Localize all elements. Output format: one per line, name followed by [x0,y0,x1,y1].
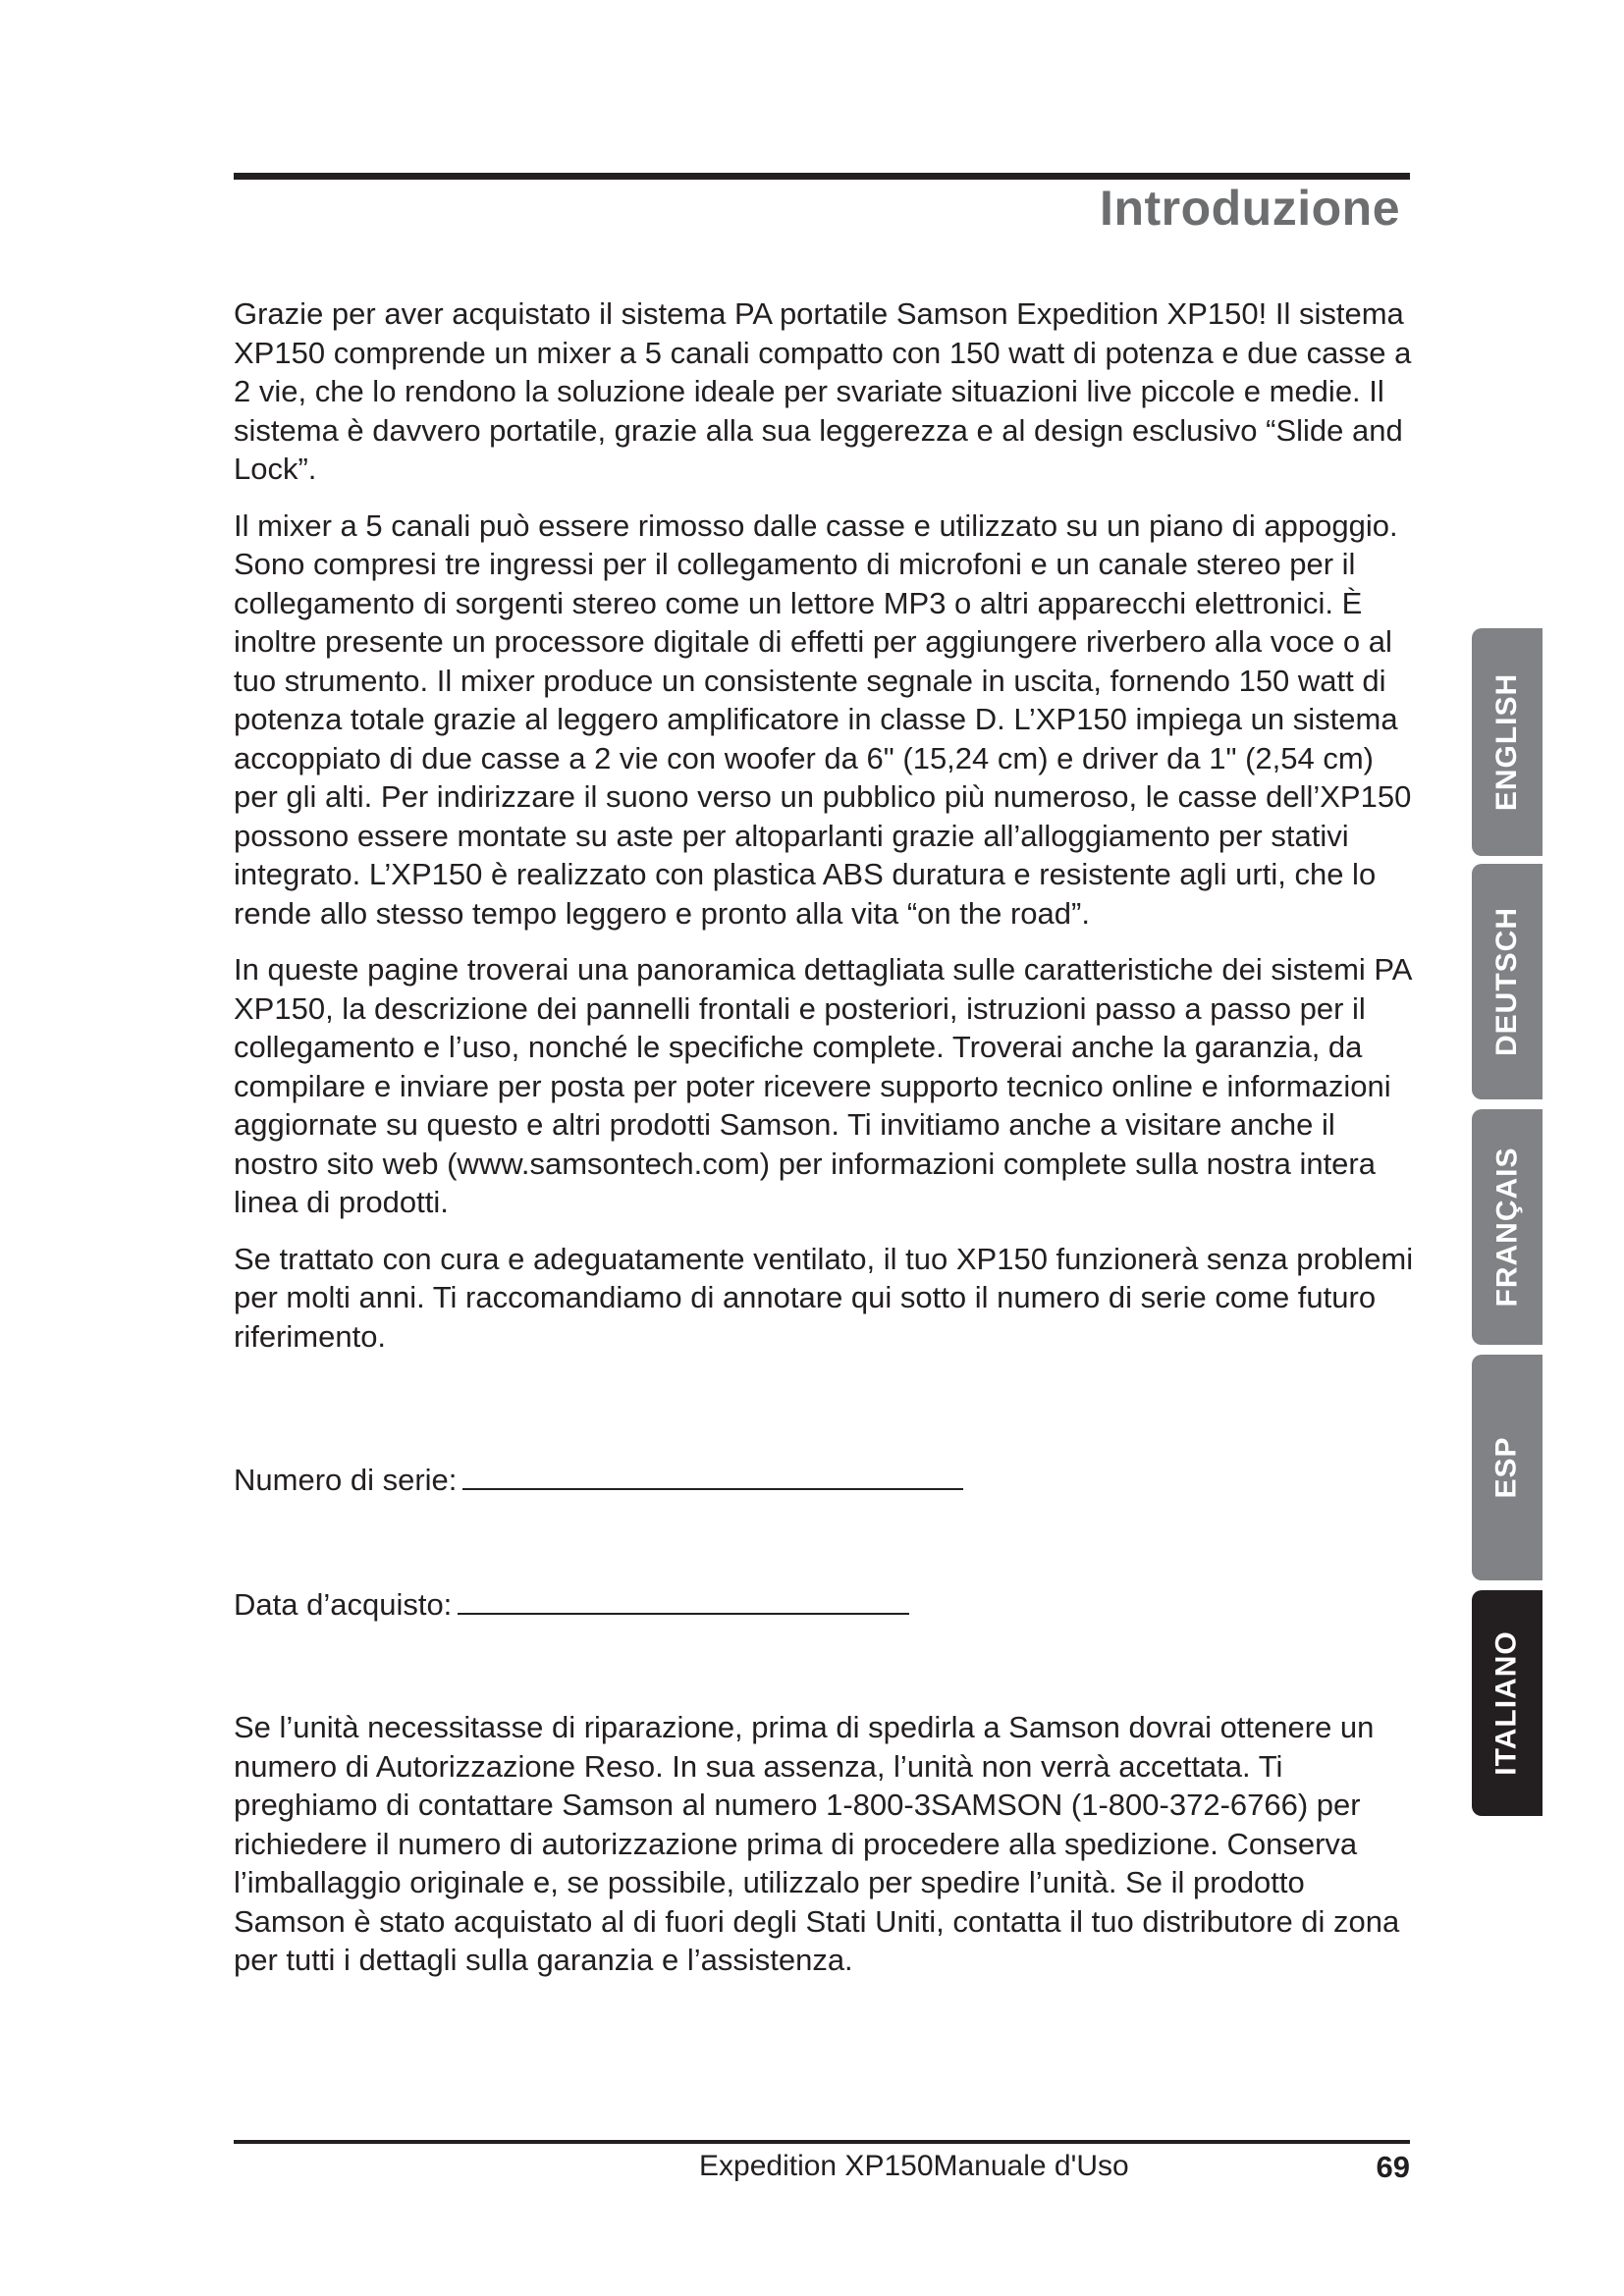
page-number: 69 [1376,2150,1410,2184]
serial-number-blank [462,1461,963,1490]
purchase-date-label: Data d’acquisto: [234,1587,453,1622]
paragraph: Grazie per aver acquistato il sistema PA portatile Samson Expedition XP150! Il sistema XP150 comprende un mixer a 5 canali compatto con 150 watt di potenza e due casse a 2 vie, che lo rendono la soluzione ideale per svariate situazioni live piccole e medie. Il sistema è davvero portatile, grazie alla sua leggerezza e al design esclusivo “Slide and Lock”. [234,296,1412,486]
tab-francais[interactable] [1472,1109,1543,1345]
tab-english[interactable] [1472,628,1543,856]
tab-label: ENGLISH [1490,672,1524,812]
paragraph: Il mixer a 5 canali può essere rimosso dalle casse e utilizzato su un piano di appoggio. Sono compresi tre ingressi per il collegamento di microfoni e un canale stereo per il collegamento di sorgenti stereo come un lettore MP3 o altri apparecchi elettronici. È inoltre presente un processore digitale di effetti per aggiungere riverbero alla voce o al tuo strumento. Il mixer produce un consistente segnale in uscita, fornendo 150 watt di potenza totale grazie al leggero amplificatore in classe D. L’XP150 impiega un sistema accoppiato di due casse a 2 vie con woofer da 6" (15,24 cm) e driver da 1" (2,54 cm) per gli alti. Per indirizzare il suono verso un pubblico più numeroso, le casse dell’XP150 possono essere montate su aste per altoparlanti grazie all’alloggiamento per stativi integrato. L’XP150 è realizzato con plastica ABS duratura e resistente agli urti, che lo rende allo stesso tempo leggero e pronto alla vita “on the road”. [234,507,1412,931]
tab-italiano[interactable] [1472,1590,1543,1816]
page-title: Introduzione [1100,181,1400,236]
tab-label: DEUTSCH [1490,906,1524,1057]
top-rule [234,173,1410,180]
tab-label: ITALIANO [1490,1630,1523,1776]
purchase-date-blank [458,1585,909,1615]
purchase-date-field [234,1585,909,1623]
repair-paragraph: Se l’unità necessitasse di riparazione, prima di spedirla a Samson dovrai ottenere un numero di Autorizzazione Reso. In sua assenza, l’unità non verrà accettata. Ti preghiamo di contattare Samson al numero 1-800-3SAMSON (1-800-372-6766) per richiedere il numero di autorizzazione prima di procedere alla spedizione. Conserva l’imballaggio originale e, se possibile, utilizzalo per spedire l’unità. Se il prodotto Samson è stato acquistato al di fuori degli Stati Uniti, contatta il tuo distributore di zona per tutti i dettagli sulla garanzia e l’assistenza. [234,1710,1400,1977]
tab-deutsch[interactable] [1472,864,1543,1099]
tab-espanol[interactable] [1472,1355,1543,1580]
serial-number-label: Numero di serie: [234,1463,458,1497]
tab-label: ESP [1490,1436,1523,1499]
footer-manual-title: Expedition XP150Manuale d'Uso [699,2150,1129,2182]
intro-body [234,294,1417,1373]
paragraph: In queste pagine troverai una panoramica dettagliata sulle caratteristiche dei sistemi PA XP150, la descrizione dei pannelli frontali e posteriori, istruzioni passo a passo per il collegamento e l’uso, nonché le specifiche complete. Troverai anche la garanzia, da compilare e inviare per posta per poter ricevere supporto tecnico online e informazioni aggiornate su questo e altri prodotti Samson. Ti invitiamo anche a visitare anche il nostro sito web (www.samsontech.com) per informazioni complete sulla nostra intera linea di prodotti. [234,952,1411,1219]
repair-section [234,1708,1417,1980]
bottom-rule [234,2140,1410,2144]
tab-label: FRANÇAIS [1490,1147,1523,1308]
serial-number-field [234,1461,963,1498]
paragraph: Se trattato con cura e adeguatamente ventilato, il tuo XP150 funzionerà senza problemi per molti anni. Ti raccomandiamo di annotare qui sotto il numero di serie come futuro riferimento. [234,1241,1414,1354]
